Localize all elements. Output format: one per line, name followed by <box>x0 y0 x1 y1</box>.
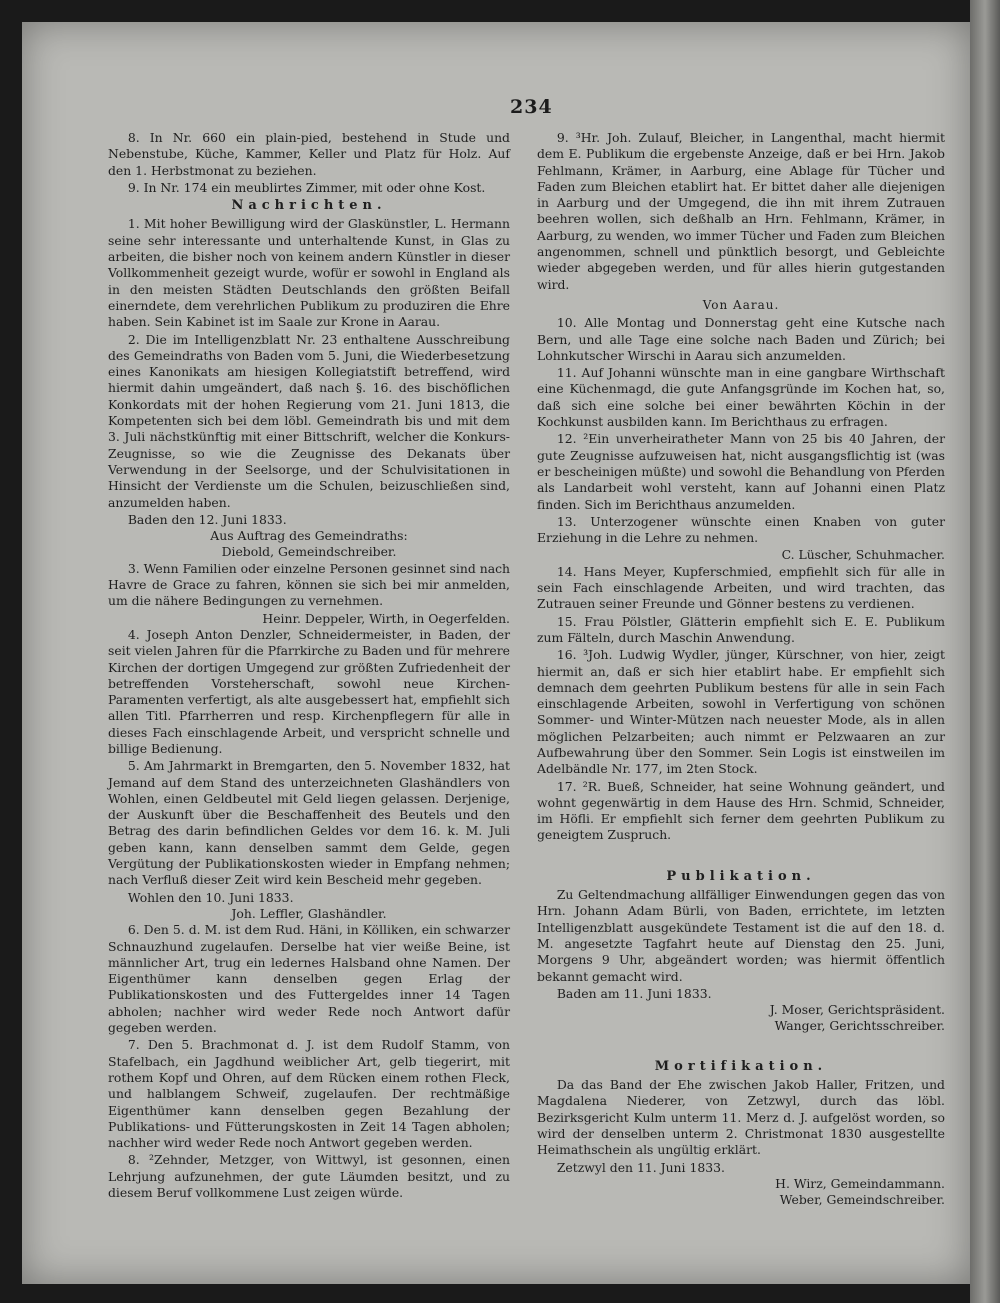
section-heading: Mortifikation. <box>654 1058 828 1074</box>
notice-paragraph: 8. ²Zehnder, Metzger, von Wittwyl, ist gesonnen, einen Lehrjung aufzunehmen, der gute Läumden besitzt, und zu diesem Beruf vollkommene Lust zeigen würde. <box>108 1152 510 1200</box>
dateline: Zetzwyl den 11. Juni 1833. <box>556 1159 725 1175</box>
spacer <box>537 1035 945 1057</box>
notice-paragraph: 17. ²R. Bueß, Schneider, hat seine Wohnung geändert, und wohnt gegenwärtig in dem Hause des Hrn. Schmid, Schneider, im Höfli. Er empfiehlt sich ferner dem geehrten Publikum zu geneigtem Zuspruch. <box>537 778 945 843</box>
section-subheading: Von Aarau. <box>702 297 780 312</box>
notice-paragraph: 8. In Nr. 660 ein plain-pied, bestehend in Stude und Nebenstube, Küche, Kammer, Keller und Platz für Holz. Auf den 1. Herbstmonat zu beziehen. <box>108 130 510 178</box>
notice-paragraph: 9. In Nr. 174 ein meublirtes Zimmer, mit oder ohne Kost. <box>127 179 486 195</box>
right-column <box>537 130 945 1208</box>
signature: Joh. Leffler, Glashändler. <box>231 905 387 921</box>
spacer <box>537 845 945 867</box>
dateline: Baden den 12. Juni 1833. <box>127 511 287 527</box>
left-column <box>108 130 510 1202</box>
notice-paragraph: 3. Wenn Familien oder einzelne Personen gesinnet sind nach Havre de Grace zu fahren, können sie sich bei mir anmelden, um die nähere Bedingungen zu vernehmen. <box>108 560 510 609</box>
signature: Aus Auftrag des Gemeindraths: <box>210 528 408 544</box>
notice-paragraph: 9. ³Hr. Joh. Zulauf, Bleicher, in Langenthal, macht hiermit dem E. Publikum die ergebenste Anzeige, daß er bei Hrn. Jakob Fehlmann, Krämer, in Aarburg, eine Ablage für Tücher und Faden zum Bleichen etablirt hat. Er bittet daher alle diejenigen in Aarburg und der Umgegend, die ihn mit ihrem Zutrauen beehren wollen, sich deßhalb an Hrn. Fehlmann, Krämer, in Aarburg, zu wenden, wo immer Tücher und Faden zum Bleichen angenommen, schnell und pünktlich besorgt, und Gebleichte wieder abgegeben werden, und für alles hierin gutgestanden wird. <box>537 130 945 292</box>
notice-paragraph: 5. Am Jahrmarkt in Bremgarten, den 5. November 1832, hat Jemand auf dem Stand des unterzeichneten Glashändlers von Wohlen, einen Geldbeutel mit Geld liegen gelassen. Derjenige, der Auskunft über die Beschaffenheit des Beutels und den Betrag des darin befindlichen Geldes vor dem 16. k. M. Juli geben kann, kann denselben sammt dem Gelde, gegen Vergütung der Publikationskosten wieder in Empfang nehmen; nach Verfluß dieser Zeit wird kein Bescheid mehr gegeben. <box>108 758 510 888</box>
notice-paragraph: 13. Unterzogener wünschte einen Knaben von guter Erziehung in die Lehre zu nehmen. <box>537 513 945 546</box>
notice-paragraph: 12. ²Ein unverheiratheter Mann von 25 bis 40 Jahren, der gute Zeugnisse aufzuweisen hat, nicht ausgangsflichtig ist (was er bescheinigen müßte) und sowohl die Behandlung von Pferden als Landarbeit wohl versteht, kann auf Johanni einen Platz finden. Sich im Berichthaus anzumelden. <box>537 431 945 512</box>
notice-paragraph: 2. Die im Intelligenzblatt Nr. 23 enthaltene Ausschreibung des Gemeindraths von Baden vom 5. Juni, die Wiederbesetzung eines Kanonikats am hiesigen Kollegiatstift betreffend, wird hiermit dahin umgeändert, daß nach §. 16. des bischöflichen Konkordats mit der hohen Regierung vom 21. Juni 1813, die Kompetenten sich bei dem löbl. Gemeindrath bis und mit dem 3. Juli nächstkünftig mit einer Bittschrift, welcher die Konkurs-Zeugnisse, so wie die Zeugnisse des Dekanats über Verwendung in der Seelsorge, und der Schulvisitationen in Hinsicht der Verdienste um die Schulen, beizuschließen sind, anzumelden haben. <box>108 331 510 510</box>
dateline: Baden am 11. Juni 1833. <box>556 985 712 1001</box>
page-edge <box>970 0 1000 1303</box>
signature: J. Moser, Gerichtspräsident. <box>769 1002 945 1018</box>
notice-paragraph: 10. Alle Montag und Donnerstag geht eine Kutsche nach Bern, und alle Tage eine solche nach Baden und Zürich; bei Lohnkutscher Wirschi in Aarau sich anzumelden. <box>537 315 945 363</box>
signature: Weber, Gemeindschreiber. <box>779 1192 945 1208</box>
notice-paragraph: 14. Hans Meyer, Kupferschmied, empfiehlt sich für alle in sein Fach einschlagende Arbeiten, und wird trachten, das Zutrauen seiner Freunde und Gönner bestens zu verdienen. <box>537 563 945 612</box>
dateline: Wohlen den 10. Juni 1833. <box>127 889 294 905</box>
notice-paragraph: 4. Joseph Anton Denzler, Schneidermeister, in Baden, der seit vielen Jahren für die Pfarrkirche zu Baden und für mehrere Kirchen der dortigen Umgegend zur größten Zufriedenheit der betreffenden Vorsteherschaft, sowohl neue Kirchen-Paramenten verfertigt, als alte ausgebessert hat, empfiehlt sich allen Titl. Pfarrherren und resp. Kirchenpflegern für alle in dieses Fach einschlagende Arbeit, und verspricht schnelle und billige Bedienung. <box>108 626 510 756</box>
section-heading: Publikation. <box>666 868 816 884</box>
page-number: 234 <box>510 96 553 118</box>
signature: Heinr. Deppeler, Wirth, in Oegerfelden. <box>262 610 510 626</box>
newspaper-page <box>22 22 970 1284</box>
notice-paragraph: 7. Den 5. Brachmonat d. J. ist dem Rudolf Stamm, von Stafelbach, ein Jagdhund weiblicher Art, gelb tiegerirt, mit rothem Kopf und Ohren, auf dem Rücken einem rothen Fleck, und halblangem Schweif, zugelaufen. Der rechtmäßige Eigenthümer kann denselben gegen Bezahlung der Publikations- und Fütterungskosten in Zeit 14 Tagen abholen; nachher wird weder Rede noch Antwort gegeben werden. <box>108 1037 510 1151</box>
notice-paragraph: 15. Frau Pölstler, Glätterin empfiehlt sich E. E. Publikum zum Fälteln, durch Maschin Anwendung. <box>537 613 945 645</box>
notice-paragraph: Zu Geltendmachung allfälliger Einwendungen gegen das von Hrn. Johann Adam Bürli, von Baden, errichtete, im letzten Intelligenzblatt ausgekündete Testament ist die auf den 18. d. M. angesetzte Tagfahrt heute auf Dienstag den 25. Juni, Morgens 9 Uhr, abgeändert worden; was hiermit öffentlich bekannt gemacht wird. <box>537 887 945 984</box>
signature: H. Wirz, Gemeindammann. <box>775 1175 945 1191</box>
section-heading: Nachrichten. <box>231 198 387 214</box>
notice-paragraph: 6. Den 5. d. M. ist dem Rud. Häni, in Kölliken, ein schwarzer Schnauzhund zugelaufen. Derselbe hat vier weiße Beine, ist männlicher Art, trug ein ledernes Halsband ohne Namen. Der Eigenthümer kann denselben gegen Erlag der Publikationskosten und des Futtergeldes inner 14 Tagen abholen; nachher wird weder Rede noch Antwort dafür gegeben werden. <box>108 922 510 1036</box>
notice-paragraph: 11. Auf Johanni wünschte man in eine gangbare Wirthschaft eine Küchenmagd, die gute Anfangsgründe im Kochen hat, so, daß sich eine solche bei einer bewährten Köchin in der Kochkunst ausbilden kann. Im Berichthaus zu erfragen. <box>537 365 945 430</box>
notice-paragraph: 16. ³Joh. Ludwig Wydler, jünger, Kürschner, von hier, zeigt hiermit an, daß er sich hier etablirt habe. Er empfiehlt sich demnach dem geehrten Publikum bestens für alle in sein Fach einschlagende Arbeiten, sowohl in Verfertigung von schönen Sommer- und Winter-Mützen nach neuester Mode, als in allen möglichen Pelzarbeiten; auch nimmt er Pelzwaaren an zur Aufbewahrung über den Sommer. Sein Logis ist einstweilen im Adelbändle Nr. 177, im 2ten Stock. <box>537 647 945 777</box>
signature: Wanger, Gerichtsschreiber. <box>774 1018 945 1034</box>
notice-paragraph: Da das Band der Ehe zwischen Jakob Haller, Fritzen, und Magdalena Niederer, von Zetzwyl, durch das löbl. Bezirksgericht Kulm unterm 11. Merz d. J. aufgelöst worden, so wird der denselben unterm 2. Christmonat 1830 ausgestellte Heimathschein als ungültig erklärt. <box>537 1077 945 1158</box>
signature: C. Lüscher, Schuhmacher. <box>781 547 945 563</box>
notice-paragraph: 1. Mit hoher Bewilligung wird der Glaskünstler, L. Hermann seine sehr interessante und unterhaltende Kunst, in Glas zu arbeiten, die bisher noch von keinem andern Künstler in dieser Vollkommenheit gezeigt wurde, wofür er sowohl in England als in den meisten Städten Deutschlands den größten Beifall einerndete, dem verehrlichen Publikum zu produziren die Ehre haben. Sein Kabinet ist im Saale zur Krone in Aarau. <box>108 216 510 330</box>
signature: Diebold, Gemeindschreiber. <box>221 544 397 560</box>
